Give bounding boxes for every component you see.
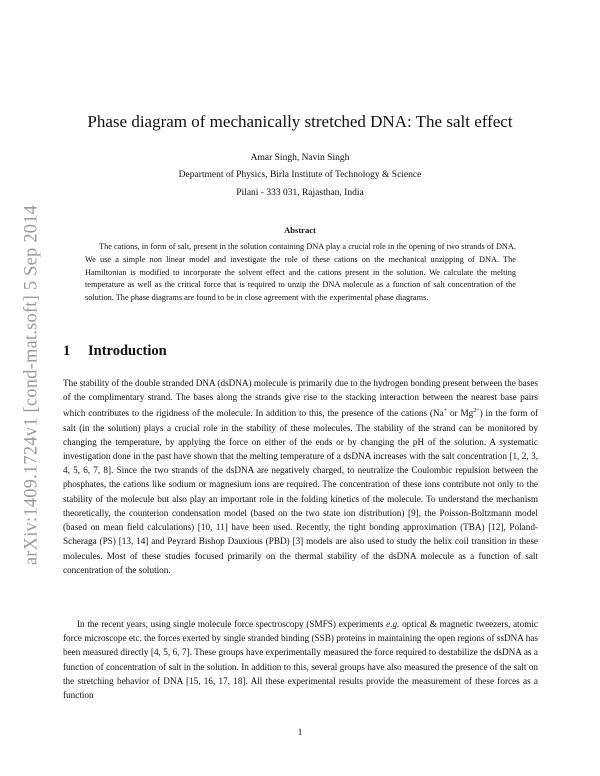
arxiv-identifier-text: arXiv:1409.1724v1 [cond-mat.soft] 5 Sep 2014 — [21, 204, 42, 566]
section-title: Introduction — [88, 343, 167, 359]
paragraph-2-text-a: In the recent years, using single molecule force spectroscopy (SMFS) experiments — [77, 619, 387, 629]
paragraph-1-text-b: or Mg — [447, 408, 474, 419]
abstract-heading: Abstract — [284, 225, 316, 235]
paragraph-1-text-a: The stability of the double stranded DNA (dsDNA) molecule is primarily due to the hydrogen bonding present between the bases of the complimentary strand. The bases along the strands give rise to the stacking interaction between the nearest base pairs which contributes to the rigidness of the molecule. In addition to this, the presence of the cations (Na — [63, 378, 538, 419]
page-number: 1 — [297, 728, 303, 738]
affiliation-location: Pilani - 333 031, Rajasthan, India — [236, 188, 364, 198]
magnesium-charge-superscript: 2+ — [473, 408, 480, 415]
paragraph-2-eg: e.g. — [386, 619, 400, 629]
sodium-charge-superscript: + — [443, 408, 448, 415]
paragraph-1-text-c: ) in the form of salt (in the solution) plays a crucial role in the stability of these molecules. The stability of the strand can be monitored by changing the temperature, by applying the force on either of the ends or by changing the pH of the solution. A systematic investigation done in the past have shown that the melting temperature of a dsDNA increases with the salt concentration [1, 2, 3, 4, 5, 6, 7, 8]. Since the two strands of the dsDNA are negatively charged, to neutralize the Coulombic repulsion between the phosphates, the cations like sodium or magnesium ions are required. The concentration of these ions contribute not only to the stability of the molecule but also play an important role in the folding kinetics of the molecule. To understand the mechanism theoretically, the counterion condensation model (based on the two state ion distribution) [9], the Poisson-Boltzmann model (based on mean field calculations) [10, 11] have been used. Recently, the tight bonding approximation (TBA) [12], Poland-Scheraga (PS) [13, 14] and Peyrard Bishop Dauxious (PBD) [3] models are also used to study the helix coil transition in these molecules. Most of these studies focused primarily on the thermal stability of the dsDNA molecule as a function of salt concentration of the solution. — [63, 408, 539, 575]
affiliation-department: Department of Physics, Birla Institute of Technology & Science — [178, 170, 422, 180]
abstract-text: The cations, in form of salt, present in the solution containing DNA play a crucial role in the opening of two strands of DNA. We use a simple non linear model and investigate the role of these cations on the mechanical unzipping of DNA. The Hamiltonian is modified to incorporate the solvent effect and the cations present in the solution. We calculate the melting temperature as well as the critical force that is required to unzip the DNA molecule as a function of salt concentration of the solution. The phase diagrams are found to be in close agreement with the experimental phase diagrams. — [85, 242, 516, 303]
section-number: 1 — [63, 343, 71, 359]
paper-title: Phase diagram of mechanically stretched DNA: The salt effect — [87, 112, 513, 131]
paragraph-1 — [63, 376, 538, 577]
authors: Amar Singh, Navin Singh — [250, 153, 350, 163]
section-heading — [63, 343, 167, 360]
arxiv-identifier-stamp — [21, 204, 42, 566]
paragraph-2-text-b: optical & magnetic tweezers, atomic force microscope etc. the forces exerted by single stranded binding (SSB) proteins in maintaining the open regions of ssDNA has been measured directly [4, 5, 6, 7]. These groups have experimentally measured the force required to destabilize the dsDNA as a function of concentration of salt in the solution. In addition to this, several groups have also measured the presence of the salt on the stretching behavior of DNA [15, 16, 17, 18]. All these experimental results provide the measurement of these forces as a function — [63, 619, 538, 701]
paragraph-2 — [63, 617, 538, 702]
